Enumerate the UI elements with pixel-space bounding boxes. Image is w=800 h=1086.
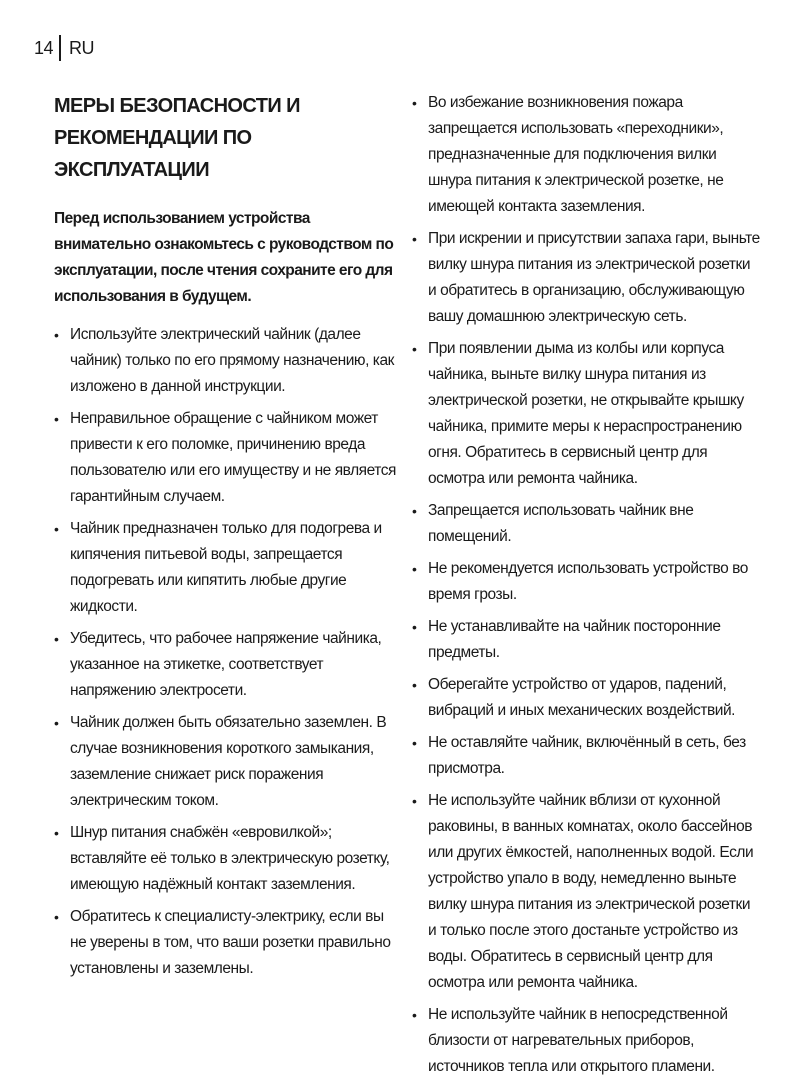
bullet-item: • Неправильное обращение с чайником может привести к его поломке, причинению вреда пользователю или его имуществу и не является гарантийным случаем. [54,406,399,510]
bullet-item: • Во избежание возникновения пожара запрещается использовать «переходники», предназначенные для подключения вилки шнура питания к электрической розетке, не имеющей контакта заземления. [412,90,762,220]
right-bullet-list [412,90,762,1080]
bullet-item: • При появлении дыма из колбы или корпуса чайника, выньте вилку шнура питания из электрической розетки, не открывайте крышку чайника, примите меры к нераспространению огня. Обратитесь в сервисный центр для осмотра или ремонта чайника. [412,336,762,492]
bullet-item: • Используйте электрический чайник (далее чайник) только по его прямому назначению, как изложено в данной инструкции. [54,322,399,400]
bullet-item: • Шнур питания снабжён «евровилкой»; вставляйте её только в электрическую розетку, имеющую надёжный контакт заземления. [54,820,399,898]
bullet-item: • При искрении и присутствии запаха гари, выньте вилку шнура питания из электрической розетки и обратитесь в организацию, обслуживающую вашу домашнюю электрическую сеть. [412,226,762,330]
bullet-item: • Не оставляйте чайник, включённый в сеть, без присмотра. [412,730,762,782]
page-number: 14 [34,37,54,58]
bullet-item: • Обратитесь к специалисту-электрику, если вы не уверены в том, что ваши розетки правильно установлены и заземлены. [54,904,399,982]
bullet-item: • Не рекомендуется использовать устройство во время грозы. [412,556,762,608]
section-title: МЕРЫ БЕЗОПАСНОСТИ И РЕКОМЕНДАЦИИ ПО ЭКСПЛУАТАЦИИ [54,95,300,181]
bullet-item: • Не используйте чайник вблизи от кухонной раковины, в ванных комнатах, около бассейнов или других ёмкостей, наполненных водой. Если устройство упало в воду, немедленно выньте вилку шнура питания из электрической розетки и только после этого достаньте устройство из воды. Обратитесь в сервисный центр для осмотра или ремонта чайника. [412,788,762,996]
left-column [54,90,399,988]
intro-paragraph: Перед использованием устройства внимательно ознакомьтесь с руководством по эксплуатации, после чтения сохраните его для использования в будущем. [54,210,394,305]
page-header [34,34,94,62]
bullet-item: • Чайник предназначен только для подогрева и кипячения питьевой воды, запрещается подогревать или кипятить любые другие жидкости. [54,516,399,620]
left-bullet-list [54,322,399,982]
language-code: RU [69,37,95,58]
right-column [412,90,762,1086]
bullet-item: • Не устанавливайте на чайник посторонние предметы. [412,614,762,666]
bullet-item: • Оберегайте устройство от ударов, падений, вибраций и иных механических воздействий. [412,672,762,724]
bullet-item: • Чайник должен быть обязательно заземлен. В случае возникновения короткого замыкания, заземление снижает риск поражения электрическим током. [54,710,399,814]
header-divider [59,35,61,61]
bullet-item: • Не используйте чайник в непосредственной близости от нагревательных приборов, источников тепла или открытого пламени. [412,1002,762,1080]
bullet-item: • Запрещается использовать чайник вне помещений. [412,498,762,550]
bullet-item: • Убедитесь, что рабочее напряжение чайника, указанное на этикетке, соответствует напряжению электросети. [54,626,399,704]
